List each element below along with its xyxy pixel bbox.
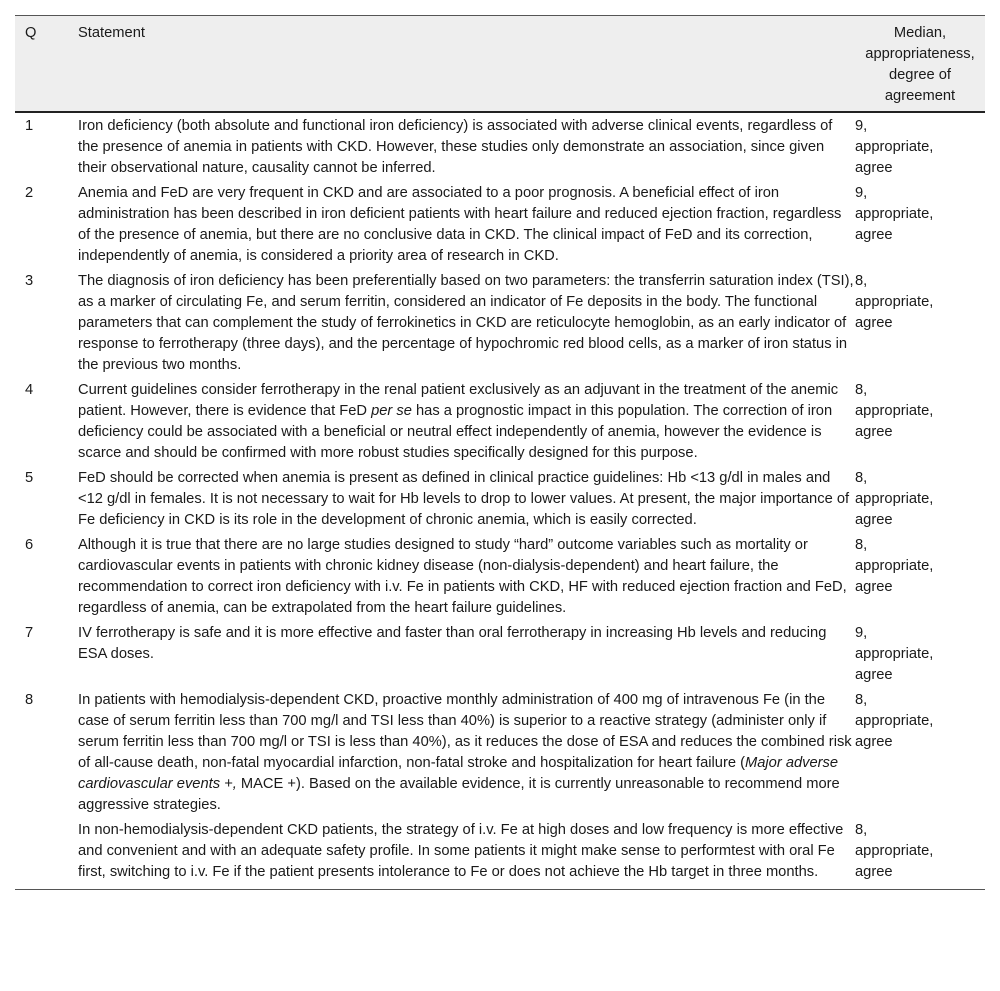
rating-appropriateness: appropriate, <box>855 294 934 310</box>
row-statement: Anemia and FeD are very frequent in CKD and are associated to a poor prognosis. A beneficial effect of iron administration has been described in iron deficient patients with heart failure and reduced ejection fraction, regardless of the presence of anemia, but there are no conclusive data in CKD. The clinical impact of FeD and its correction, independently of anemia, is considered a priority area of research in CKD. <box>78 185 842 264</box>
header-median-line: degree of <box>888 67 952 83</box>
rating-agreement: agree <box>855 579 893 595</box>
row-q: 3 <box>25 273 34 289</box>
row-q: 4 <box>25 382 34 398</box>
statement-text: Current guidelines consider ferrotherapy in the renal patient exclusively as an adjuvant in the treatment of the anemic patient. However, there is evidence that FeD <box>78 382 839 419</box>
header-median-line: appropriateness, <box>865 46 975 62</box>
rating-median: 8, <box>855 537 868 553</box>
rating-median: 9, <box>855 625 868 641</box>
row-rating <box>855 465 985 532</box>
row-q <box>15 817 78 889</box>
table-row <box>15 268 985 377</box>
rating-median: 8, <box>855 273 868 289</box>
rating-median: 9, <box>855 185 868 201</box>
row-rating <box>855 687 985 817</box>
rating-median: 8, <box>855 692 868 708</box>
table-row <box>15 532 985 620</box>
rating-appropriateness: appropriate, <box>855 403 934 419</box>
table-row <box>15 180 985 268</box>
header-statement: Statement <box>78 25 145 41</box>
rating-agreement: agree <box>855 864 893 880</box>
rating-appropriateness: appropriate, <box>855 491 934 507</box>
row-rating <box>855 377 985 465</box>
row-rating <box>855 268 985 377</box>
rating-appropriateness: appropriate, <box>855 206 934 222</box>
rating-agreement: agree <box>855 734 893 750</box>
table-header <box>15 15 985 113</box>
statement-italic: per se <box>371 403 412 419</box>
header-median-line: Median, <box>893 25 947 41</box>
row-q: 6 <box>25 537 34 553</box>
statement-text: MACE +). Based on the available evidence, it is currently unreasonable to recommend more aggressive strategies. <box>78 776 840 813</box>
rating-appropriateness: appropriate, <box>855 646 934 662</box>
table-row <box>15 687 985 817</box>
rating-agreement: agree <box>855 315 893 331</box>
consensus-table <box>15 15 985 890</box>
row-q: 5 <box>25 470 34 486</box>
rating-agreement: agree <box>855 227 893 243</box>
row-q: 7 <box>25 625 34 641</box>
row-rating <box>855 817 985 889</box>
rating-median: 8, <box>855 822 868 838</box>
row-statement: Iron deficiency (both absolute and functional iron deficiency) is associated with adverse clinical events, regardless of the presence of anemia in patients with CKD. However, these studies only demonstrate an association, since given their observational nature, causality cannot be inferred. <box>78 118 833 176</box>
row-statement: In non-hemodialysis-dependent CKD patients, the strategy of i.v. Fe at high doses and low frequency is more effective and convenient and with an adequate safety profile. In some patients it might make sense to performtest with oral Fe first, switching to i.v. Fe if the patient presents intolerance to Fe or does not achieve the Hb target in three months. <box>78 822 844 880</box>
row-statement: FeD should be corrected when anemia is present as defined in clinical practice guidelines: Hb <13 g/dl in males and <12 g/dl in females. It is not necessary to wait for Hb levels to drop to lower values. At present, the major importance of Fe deficiency in CKD is its role in the development of chronic anemia, which is easily corrected. <box>78 470 850 528</box>
row-rating <box>855 532 985 620</box>
row-q: 2 <box>25 185 34 201</box>
row-statement: Although it is true that there are no large studies designed to study “hard” outcome variables such as mortality or cardiovascular events in patients with chronic kidney disease (non-dialysis-dependent) and heart failure, the recommendation to correct iron deficiency with i.v. Fe in patients with CKD, HF with reduced ejection fraction and FeD, regardless of anemia, can be extrapolated from the heart failure guidelines. <box>78 537 847 616</box>
rating-median: 8, <box>855 382 868 398</box>
rating-agreement: agree <box>855 512 893 528</box>
rating-agreement: agree <box>855 667 893 683</box>
row-rating <box>855 180 985 268</box>
statement-text: In patients with hemodialysis-dependent CKD, proactive monthly administration of 400 mg of intravenous Fe (in the case of serum ferritin less than 700 mg/l and TSI less than 40%) is superior to a reactive strategy (administer only if serum ferritin less than 700 mg/l or TSI is less than 40%), as it reduces the dose of ESA and reduces the combined risk of all-cause death, non-fatal myocardial infarction, non-fatal stroke and hospitalization for heart failure ( <box>78 692 852 771</box>
table-row <box>15 817 985 890</box>
row-q: 8 <box>25 692 34 708</box>
rating-agreement: agree <box>855 160 893 176</box>
rating-appropriateness: appropriate, <box>855 843 934 859</box>
rating-median: 8, <box>855 470 868 486</box>
table-row <box>15 465 985 532</box>
rating-appropriateness: appropriate, <box>855 558 934 574</box>
row-rating <box>855 113 985 180</box>
rating-appropriateness: appropriate, <box>855 713 934 729</box>
statement-text: has a prognostic impact in this population. The correction of iron deficiency could be associated with a beneficial or neutral effect independently of anemia, however the evidence is scarce and should be confirmed with more robust studies specifically designed for this purpose. <box>78 403 833 461</box>
header-q: Q <box>25 25 37 41</box>
rating-appropriateness: appropriate, <box>855 139 934 155</box>
statement-italic: Major adverse cardiovascular events +, <box>78 755 839 792</box>
row-statement: The diagnosis of iron deficiency has been preferentially based on two parameters: the transferrin saturation index (TSI), as a marker of circulating Fe, and serum ferritin, considered an indicator of Fe deposits in the body. The functional parameters that can complement the study of ferrokinetics in CKD are reticulocyte hemoglobin, as an early indicator of response to ferrotherapy (three days), and the percentage of hypochromic red blood cells, as a marker of iron status in the previous two months. <box>78 273 854 373</box>
row-statement <box>78 377 855 465</box>
row-statement <box>78 687 855 817</box>
table-row <box>15 620 985 687</box>
row-q: 1 <box>25 118 34 134</box>
rating-median: 9, <box>855 118 868 134</box>
row-statement: IV ferrotherapy is safe and it is more effective and faster than oral ferrotherapy in increasing Hb levels and reducing ESA doses. <box>78 625 827 662</box>
header-median <box>855 16 985 111</box>
table-row <box>15 113 985 180</box>
table-row <box>15 377 985 465</box>
row-rating <box>855 620 985 687</box>
rating-agreement: agree <box>855 424 893 440</box>
header-median-line: agreement <box>884 88 956 104</box>
